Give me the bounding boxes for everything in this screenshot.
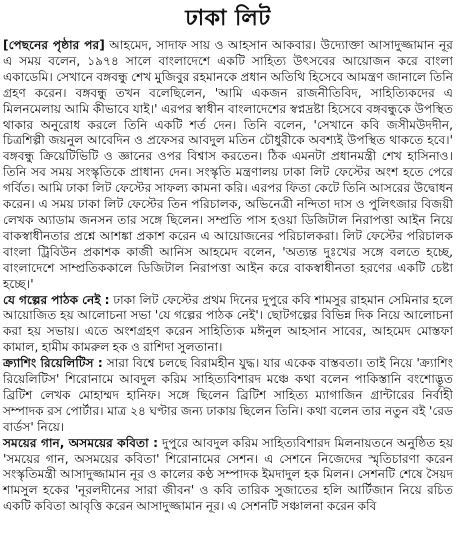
paragraph-text: সারা বিশ্বে চলছে বিরামহীন যুদ্ধ। যার একেক বাস্তবতা। তাই নিয়ে 'ক্র্যাশিং রিয়েলিটিস' শিরোনামে আবদুল করিম সাহিত্যবিশারদ মঞ্চে কথা বলেন পাকিস্তানি বংশোদ্ভূত ব্রিটিশ লেখক মোহাম্মদ হানিফ। সঙ্গে ছিলেন ব্রিটিশ সাহিত্য ম্যাগাজিন গ্রান্টারের নির্বাহী সম্পাদক রস পোর্টার। মাত্র ২৪ ঘণ্টার জন্য ঢাকায় ছিলেন তিনি। কথা বলেন তার নতুন বই 'রেড বার্ডস' নিয়ে। bbox=[3, 356, 453, 434]
paragraph-text: দুপুরে আবদুল করিম সাহিত্যবিশারদ মিলনায়তনে অনুষ্ঠিত হয় 'সময়ের গান, অসময়ের কবিতা' শিরোনামের সেশন। এ সেশনে নিজেদের স্মৃতিচারণা করেন সংস্কৃতিমন্ত্রী আসাদুজ্জামান নূর ও কালের কণ্ঠ সম্পাদক ইমদাদুল হক মিলন। সেশনটি শেষে সৈয়দ শামসুল হকের 'নূরলদীনের সারা জীবন' ও কবি তারিক সুজাতের হলি আর্টিজান নিয়ে রচিত একটি কবিতা আবৃত্তি করেন আসাদুজ্জামান নূর। এ সেশনটি সঞ্চালনা করেন কবি bbox=[3, 435, 453, 514]
paragraph-lead: যে গল্পের পাঠক নেই : bbox=[3, 292, 110, 307]
paragraph-intro bbox=[3, 38, 453, 293]
paragraph-lead: ক্র্যাশিং রিয়েলিটিস : bbox=[3, 356, 103, 371]
article-title: ঢাকা লিট bbox=[185, 6, 271, 31]
paragraph-text: আহমেদ, সাদাফ সায় ও আহসান আকবার। উদ্যোক্তা আসাদুজ্জামান নূর এ সময় বলেন, ১৯৭৪ সালে বাংলাদেশে একটি সাহিত্য উৎসবের আয়োজন করে বাংলা একাডেমি। সেখানে বঙ্গবন্ধু শেখ মুজিবুর রহমানকে প্রধান অতিথি হিসেবে আমন্ত্রণ জানালে তিনি গ্রহণ করেন। বঙ্গবন্ধু তখন বলেছিলেন, 'আমি একজন রাজনীতিবিদ, সাহিত্যিকদের এ মিলনমেলায় আমি কীভাবে যাই।' এরপর স্বাধীন বাংলাদেশের স্বপ্নদ্রষ্টা হিসেবে বঙ্গবন্ধুকে উপস্থিত থাকার অনুরোধ করলে তিনি একটি শর্ত দেন। তিনি বলেন, 'সেখানে কবি জসীমউদদীন, চিত্রশিল্পী জয়নুল আবেদিন ও প্রফেসর আবদুল মতিন চৌধুরীকে অবশ্যই উপস্থিত থাকতে হবে।' বঙ্গবন্ধু ক্রিয়েটিভিটি ও জ্ঞানের ওপর বিশ্বাস করতেন। ঠিক এমনটা প্রধানমন্ত্রী শেখ হাসিনাও। তিনি সব সময় সংস্কৃতিকে প্রাধান্য দেন। সংস্কৃতি মন্ত্রণালয় ঢাকা লিট ফেস্টের অংশ হতে পেরে গর্বিত। আমি ঢাকা লিট ফেস্টের সাফল্য কামনা করি। এরপর ফিতা কেটে তিনি আসরের উদ্বোধন করেন। এ সময় ঢাকা লিট ফেস্টের তিন পরিচালক, অভিনেত্রী নন্দিতা দাস ও পুলিৎজার বিজয়ী লেখক অ্যাডাম জনসন তার সঙ্গে ছিলেন। সম্প্রতি পাস হওয়া ডিজিটাল নিরাপত্তা আইন নিয়ে বাকস্বাধীনতার প্রশ্নে আশঙ্কা প্রকাশ করেন এ আয়োজনের পরিচালকরা। লিট ফেস্টের পরিচালক বাংলা ট্রিবিউন প্রকাশক কাজী আনিস আহমেদ বলেন, 'অত্যন্ত দুঃখের সঙ্গে বলতে হচ্ছে, বাংলাদেশে সাম্প্রতিককালে ডিজিটাল নিরাপত্তা আইন করে বাকস্বাধীনতা হরণের একটি চেষ্টা হচ্ছে।' bbox=[3, 38, 453, 291]
paragraph-lead: [পেছনের পৃষ্ঠার পর] bbox=[3, 38, 105, 52]
paragraph-crashing-realities bbox=[3, 356, 453, 436]
paragraph-text: ঢাকা লিট ফেস্টের প্রথম দিনের দুপুরে কবি শামসুর রাহমান সেমিনার হলে আয়োজিত হয় আলোচনা সভা 'যে গল্পের পাঠক নেই'। ছোটগল্পের বিভিন্ন দিক নিয়ে আলোচনা করা হয় সভায়। এতে অংশগ্রহণ করেন সাহিত্যিক মঈনুল আহসান সাবের, আহমেদ মোস্তফা কামাল, হামীম কামরুল হক ও রাশিদা সুলতানা। bbox=[3, 292, 453, 355]
paragraph-story-without-readers bbox=[3, 293, 453, 357]
paragraph-songs-and-poems bbox=[3, 436, 453, 516]
paragraph-lead: সময়ের গান, অসময়ের কবিতা : bbox=[3, 435, 158, 450]
